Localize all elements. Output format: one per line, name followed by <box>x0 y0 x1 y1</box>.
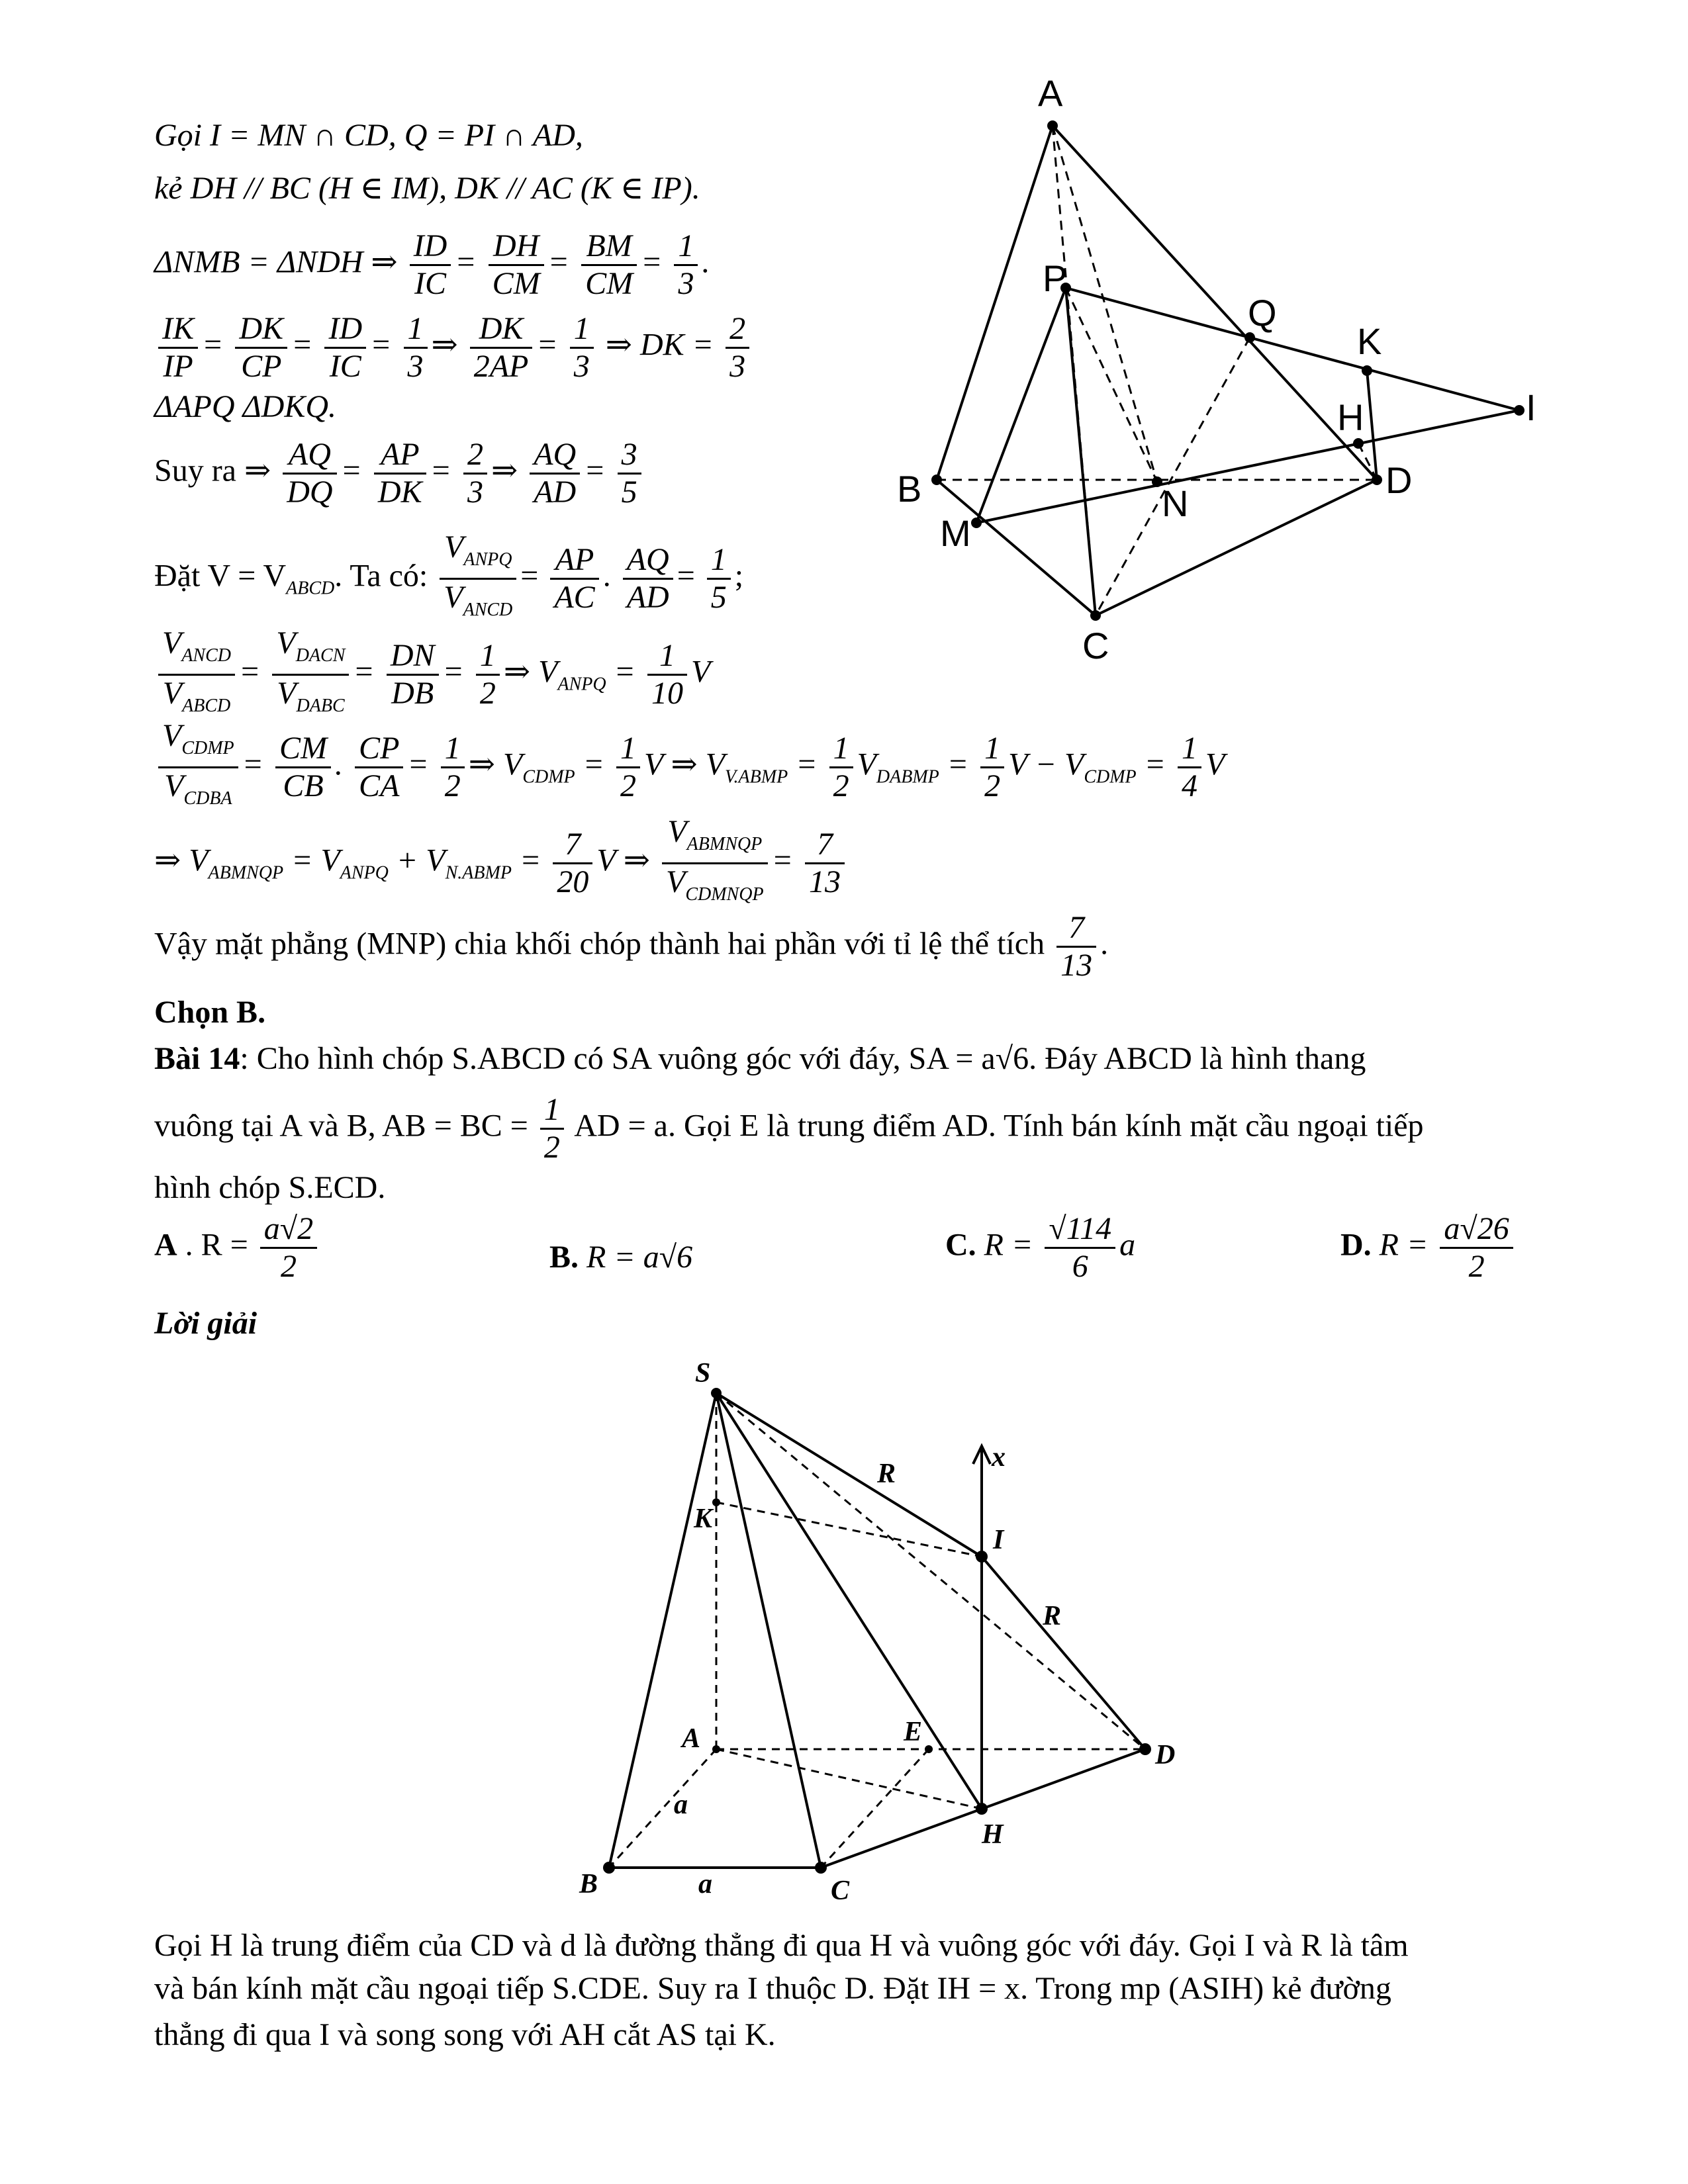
equation-line-6: Suy ra ⇒ $\frac{AQ}{DQ}$ = $\frac{AP}{DK}$ = $\frac{2}{3}$ ⇒ $\frac{AQ}{AD}$ = $\frac{3}{5}$ <box>154 437 645 510</box>
label-h: H <box>982 1819 1004 1850</box>
segment-ah-hidden <box>716 1749 982 1809</box>
para-line-3: thẳng đi qua I và song song với AH cắt AS tại K. <box>154 2017 776 2052</box>
option-a: A . R = $\frac{a√2}{2}$ <box>154 1211 321 1285</box>
label-r2: R <box>1043 1601 1062 1631</box>
label-c: C <box>1082 625 1109 666</box>
label-p: P <box>1043 257 1068 299</box>
label-a: A <box>1038 72 1063 114</box>
edge-sd-hidden <box>716 1393 1145 1749</box>
edge-id <box>982 1557 1145 1749</box>
label-i: I <box>1526 387 1536 428</box>
text-line-1: Gọi I = MN ∩ CD, Q = PI ∩ AD, <box>154 118 583 153</box>
equation-line-10: ⇒ $V_{ABMNQP} = V_{ANPQ} + V_{N.ABMP}$ = $\frac{7}{20}$ V ⇒ $\frac{V_{ABMNQP}}{V_{CDMNQP}}$ = $\frac{7}{13}$ <box>154 814 849 913</box>
point-a <box>712 1745 720 1753</box>
edge-ab-hidden <box>609 1749 716 1868</box>
edge-si <box>716 1393 982 1557</box>
option-b: B. R = a√6 <box>549 1240 693 1275</box>
label-d: D <box>1385 459 1413 501</box>
solution-heading: Lời giải <box>154 1306 258 1341</box>
label-d: D <box>1155 1740 1176 1770</box>
problem-line-3: hình chóp S.ECD. <box>154 1170 386 1205</box>
label-x: x <box>992 1442 1006 1473</box>
point-i <box>976 1551 988 1563</box>
text-line-2: kẻ DH // BC (H ∈ IM), DK // AC (K ∈ IP). <box>154 171 700 206</box>
label-b: B <box>579 1869 598 1899</box>
segment-ec-hidden <box>821 1749 929 1868</box>
label-r1: R <box>877 1459 896 1489</box>
label-n: N <box>1162 482 1189 524</box>
option-c: C. R = $\frac{√114}{6}$ a <box>945 1211 1136 1284</box>
point-b <box>603 1862 615 1874</box>
equation-line-7: Đặt $V = V_{ABCD}$. Ta có: $\frac{V_{ANPQ}}{V_{ANCD}}$ = $\frac{AP}{AC}$ . $\frac{AQ}{AD}$ = $\frac{1}{5}$ ; <box>154 529 744 620</box>
point-e <box>925 1745 933 1753</box>
problem-line-1: Bài 14: Cho hình chóp S.ABCD có SA vuông góc với đáy, SA = a√6. Đáy ABCD là hình thang <box>154 1041 1366 1076</box>
label-k: K <box>1357 320 1382 362</box>
label-a-bottom: a <box>698 1869 712 1899</box>
label-e: E <box>904 1717 923 1747</box>
label-i: I <box>993 1525 1004 1555</box>
equation-line-9: $\frac{V_{CDMP}}{V_{CDBA}}$ = $\frac{CM}{CB}$ . $\frac{CP}{CA}$ = $\frac{1}{2}$ ⇒ $V_{CDMP}$ = $\frac{1}{2}$ V ⇒ $V_{V.ABMP}$ = $\frac{1}{2}$ $V_{DABMP}$ = $\frac{1}{2}$ $V - V_{CDMP}$ = $\frac{1}{4}$ V <box>154 718 1225 817</box>
option-d: D. R = $\frac{a√26}{2}$ <box>1340 1211 1517 1285</box>
point-k <box>712 1498 720 1506</box>
label-a-side: a <box>674 1790 688 1820</box>
answer-choice: Chọn B. <box>154 995 266 1030</box>
edge-sh <box>716 1393 982 1809</box>
label-a: A <box>682 1723 701 1754</box>
label-k: K <box>694 1504 713 1534</box>
equation-line-4: $\frac{IK}{IP}$ = $\frac{DK}{CP}$ = $\frac{ID}{IC}$ = $\frac{1}{3}$ ⇒ $\frac{DK}{2AP}$ = $\frac{1}{3}$ ⇒ DK = $\frac{2}{3}$ <box>154 311 753 385</box>
label-m: M <box>940 512 971 554</box>
point-h <box>976 1803 988 1815</box>
para-line-1: Gọi H là trung điểm của CD và d là đường thẳng đi qua H và vuông góc với đáy. Gọi I và R là tâm <box>154 1928 1409 1963</box>
point-d <box>1139 1743 1151 1755</box>
segment-ki-hidden <box>716 1502 982 1557</box>
edge-sc <box>716 1393 821 1868</box>
label-b: B <box>897 468 922 510</box>
equation-line-3: ΔNMB = ΔNDH ⇒ $\frac{ID}{IC}$ = $\frac{DH}{CM}$ = $\frac{BM}{CM}$ = $\frac{1}{3}$ . <box>154 228 710 301</box>
label-h: H <box>1337 396 1364 438</box>
text-line-5: ΔAPQ ΔDKQ. <box>154 389 336 424</box>
point-s <box>711 1388 722 1398</box>
label-s: S <box>695 1358 711 1388</box>
problem-line-2: vuông tại A và B, AB = BC = $\frac{1}{2}$ AD = a. Gọi E là trung điểm AD. Tính bán kính mặt cầu ngoại tiếp <box>154 1092 1424 1165</box>
edge-sb <box>609 1393 716 1868</box>
label-q: Q <box>1248 292 1277 334</box>
point-c <box>815 1862 827 1874</box>
conclusion-line: Vậy mặt phẳng (MNP) chia khối chóp thành hai phần với tỉ lệ thể tích $\frac{7}{13}$ . <box>154 910 1109 983</box>
label-c: C <box>831 1876 850 1906</box>
equation-line-8: $\frac{V_{ANCD}}{V_{ABCD}}$ = $\frac{V_{DACN}}{V_{DABC}}$ = $\frac{DN}{DB}$ = $\frac{1}{2}$ ⇒ $V_{ANPQ}$ = $\frac{1}{10}$ V <box>154 625 710 724</box>
para-line-2: và bán kính mặt cầu ngoại tiếp S.CDE. Suy ra I thuộc D. Đặt IH = x. Trong mp (ASIH) kẻ đường <box>154 1971 1391 2006</box>
